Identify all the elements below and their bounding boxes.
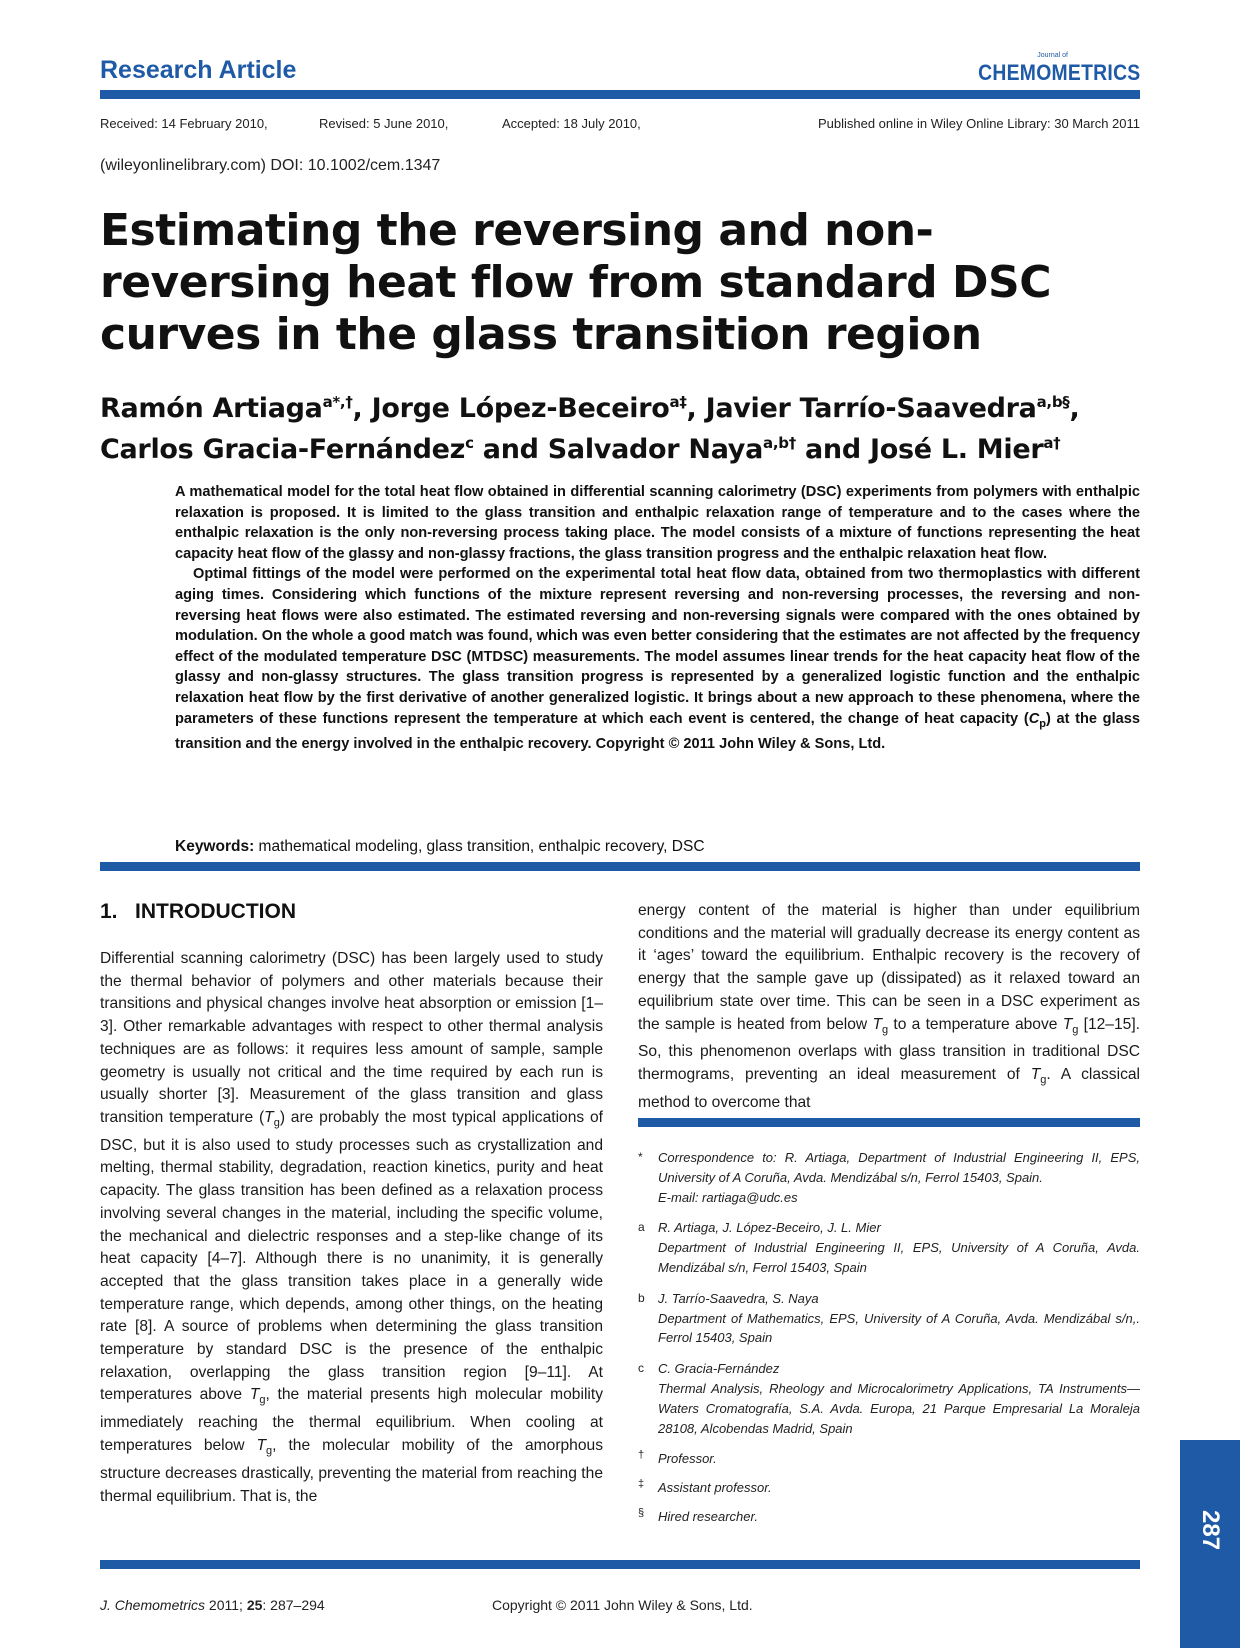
tg-symbol: T — [256, 1436, 267, 1454]
footnote-marker: ‡ — [638, 1478, 645, 1491]
author-name: Jorge López-Beceiro — [371, 393, 670, 424]
intro-right-column — [638, 900, 1140, 1115]
abstract-text: Optimal fittings of the model were performed on the experimental total heat flow data, obtained from two thermoplastics with different aging times. Considering which functions of the mixture represent reversing and non-reversing processes, the reversing and non-reversing heat flows were also estimated. The estimated reversing and non-reversing signals were compared with the ones obtained by modulation. On the whole a good match was found, which was even better considering that the estimates are not affected by the frequency effect of the modulated temperature DSC (MTDSC) measurements. The model assumes linear trends for the heat capacity heat flow of the glassy and non-glassy structures. The glass transition progress is represented by a generalized logistic function and the enthalpic relaxation heat flow by the first derivative of another generalized logistic. It brings about a new approach to these phenomena, where the parameters of these functions represent the temperature at which each event is centered, the change of heat capacity ( — [175, 566, 1140, 727]
intro-paragraph — [100, 948, 603, 1508]
abstract-rule — [100, 862, 1140, 871]
author-name: José L. Mier — [869, 434, 1044, 465]
footnote-marker: a — [638, 1220, 645, 1235]
tg-subscript: g — [1072, 1023, 1079, 1036]
received-date: Received: 14 February 2010, — [100, 116, 268, 131]
footnote-text: Department of Mathematics, EPS, University of A Coruña, Avda. Mendizábal s/n,. Ferrol 15403, Spain — [658, 1310, 1140, 1346]
author-separator: , — [1069, 393, 1080, 424]
tg-subscript: g — [1040, 1074, 1047, 1087]
footnote-marker: § — [638, 1506, 645, 1519]
citation-volume: 25 — [246, 1597, 263, 1613]
author-affiliation: a,b§ — [1036, 393, 1070, 411]
body-text: energy content of the material is higher than under equilibrium conditions and the material will gradually decrease its energy content as it ‘ages’ toward the equilibrium. Enthalpic recovery is the recovery of energy that the sample gave up (dissipated) as it relaxed toward an equilibrium state over time. This can be seen in a DSC experiment as the sample is heated from below — [638, 902, 1140, 1033]
section-heading: 1. INTRODUCTION — [100, 900, 297, 923]
cp-subscript: p — [1039, 717, 1046, 730]
author-affiliation: c — [465, 434, 474, 452]
tg-symbol: T — [264, 1108, 274, 1126]
journal-logo-name: CHEMOMETRICS — [977, 60, 1140, 85]
author-affiliation: a,b† — [763, 434, 796, 452]
accepted-date: Accepted: 18 July 2010, — [502, 116, 641, 131]
tg-subscript: g — [259, 1394, 266, 1407]
abstract — [175, 482, 1140, 755]
header-rule — [100, 90, 1140, 99]
footnote-marker: † — [638, 1449, 645, 1462]
body-text: , the material presents high molecular mobility immediately reaching the thermal equilibrium. When cooling at temperatures below — [100, 1386, 604, 1454]
body-text: , the molecular mobility of the amorphous structure decreases drastically, preventing the material from reaching the thermal equilibrium. That is, the — [100, 1436, 603, 1505]
footnote-affiliation-c — [638, 1359, 1140, 1438]
author-separator: , — [686, 393, 706, 424]
journal-logo-small: Journal of — [1037, 52, 1068, 59]
page-number-tab — [1180, 1440, 1240, 1648]
keywords-label: Keywords: — [175, 838, 255, 855]
footnote-affiliation-b — [638, 1289, 1140, 1348]
footer-rule — [100, 1560, 1140, 1569]
footnote-text: Department of Industrial Engineering II, EPS, University of A Coruña, Avda. Mendizábal s/n, Ferrol 15403, Spain — [658, 1240, 1140, 1275]
footnote-text: Thermal Analysis, Rheology and Microcalorimetry Applications, TA Instruments—Waters Cromatografía, S.A. Avda. Europa, 21 Parque Empresarial La Moraleja 28108, Alcobendas Madrid, Spain — [658, 1380, 1140, 1436]
footnote-rule — [638, 1118, 1140, 1127]
citation-pages: : 287–294 — [262, 1597, 325, 1613]
tg-symbol: T — [1030, 1066, 1041, 1084]
intro-left-column — [100, 948, 603, 1508]
tg-subscript: g — [273, 1117, 280, 1130]
journal-abbrev: J. Chemometrics — [100, 1597, 206, 1613]
author-name: Carlos Gracia-Fernández — [100, 434, 466, 465]
footnote-marker: c — [638, 1361, 644, 1376]
tg-symbol: T — [872, 1015, 882, 1033]
abstract-paragraph-1: A mathematical model for the total heat flow obtained in differential scanning calorimetry (DSC) experiments from polymers with enthalpic relaxation is proposed. It is limited to the glass transition and enthalpic relaxation range of temperature and to the cases where the enthalpic relaxation is the only non-reversing process taking place. The model consists of a mixture of functions representing the heat capacity heat flow of the glassy and non-glassy fractions, the glass transition progress and the enthalpic relaxation heat flow. — [175, 484, 1140, 562]
footnote-text: Professor. — [658, 1451, 717, 1467]
cp-symbol: C — [1028, 710, 1040, 727]
footnote-text: Hired researcher. — [658, 1508, 758, 1524]
author-name: Ramón Artiaga — [100, 393, 323, 424]
author-separator: and — [473, 434, 548, 465]
footnote-email[interactable]: E-mail: rartiaga@udc.es — [658, 1189, 798, 1205]
author-name: Javier Tarrío-Saavedra — [705, 393, 1037, 424]
tg-symbol: T — [1062, 1015, 1073, 1033]
body-text: to a temperature above — [888, 1015, 1063, 1033]
body-text: Differential scanning calorimetry (DSC) has been largely used to study the thermal behavior of polymers and other materials because their transitions and physical changes involve heat absorption or emission [1–3]. Other remarkable advantages with respect to other thermal analysis techniques are as follows: it requires less amount of sample, sample geometry is usually not critical and the time required by each run is usually shorter [3]. Measurement of the glass transition and glass transition temperature ( — [100, 950, 603, 1126]
footnote-professor — [638, 1449, 1140, 1469]
footnote-marker: b — [638, 1290, 645, 1305]
keywords — [175, 838, 705, 856]
tg-symbol: T — [249, 1386, 260, 1404]
footnote-affiliation-a — [638, 1218, 1140, 1277]
abstract-paragraph-2 — [175, 564, 1140, 754]
published-date: Published online in Wiley Online Library: 30 March 2011 — [817, 116, 1140, 131]
article-title: Estimating the reversing and non-reversing heat flow from standard DSC curves in the glass transition region — [100, 205, 1051, 360]
author-affiliation: a† — [1043, 434, 1061, 452]
section-label: Research Article — [100, 56, 297, 84]
keywords-text: mathematical modeling, glass transition, enthalpic recovery, DSC — [254, 838, 705, 855]
author-affiliation: a*,† — [322, 393, 353, 411]
footnote-assistant-professor — [638, 1478, 1140, 1498]
footnote-text: J. Tarrío-Saavedra, S. Naya — [658, 1290, 819, 1306]
footer-copyright: Copyright © 2011 John Wiley & Sons, Ltd. — [492, 1597, 753, 1613]
footnotes — [638, 1148, 1140, 1538]
footnote-text: Correspondence to: R. Artiaga, Department of Industrial Engineering II, EPS, University of A Coruña, Avda. Mendizábal s/n, Ferrol 15403, Spain. — [658, 1150, 1140, 1185]
footnote-marker: * — [638, 1150, 643, 1164]
page-number: 287 — [1197, 1510, 1224, 1551]
footnote-text: Assistant professor. — [658, 1480, 772, 1496]
tg-subscript: g — [881, 1023, 889, 1036]
footnote-hired-researcher — [638, 1507, 1140, 1527]
footnote-text: C. Gracia-Fernández — [658, 1361, 780, 1377]
author-list — [100, 385, 1140, 467]
doi: (wileyonlinelibrary.com) DOI: 10.1002/cem.1347 — [100, 157, 441, 174]
journal-logo — [956, 52, 1141, 86]
intro-paragraph — [638, 900, 1140, 1115]
citation-year: 2011; — [205, 1597, 247, 1613]
body-text: ) are probably the most typical applications of DSC, but it is also used to study processes such as crystallization and melting, thermal stability, degradation, reaction kinetics, purity and heat capacity. The glass transition has been defined as a relaxation process involving several changes in the material, including the specific volume, the mechanical and dielectric responses and a step-like change of its heat capacity [4–7]. Although there is no unanimity, it is generally accepted that the glass transition takes place in a generally wide temperature range, which depends, among other things, on the heating rate [8]. A source of problems when determining the glass transition temperature by standard DSC is the presence of the enthalpic relaxation, overlapping the glass transition region [9–11]. At temperatures above — [100, 1108, 603, 1404]
journal-citation — [100, 1597, 325, 1613]
author-affiliation: a‡ — [669, 393, 687, 411]
footnote-text: R. Artiaga, J. López-Beceiro, J. L. Mier — [658, 1220, 881, 1236]
body-text: . A classical method to overcome that — [638, 1066, 1141, 1111]
tg-subscript: g — [266, 1445, 273, 1458]
abstract-text: ) at the glass transition and the energy involved in the enthalpic recovery. Copyright © 2011 John Wiley & Sons, Ltd. — [175, 710, 1140, 753]
author-name: Salvador Naya — [547, 434, 764, 465]
body-text: [12–15]. So, this phenomenon overlaps with glass transition in traditional DSC thermograms, preventing an ideal measurement of — [638, 1015, 1140, 1084]
revised-date: Revised: 5 June 2010, — [319, 116, 449, 131]
author-separator: and — [795, 434, 870, 465]
footnote-correspondence — [638, 1148, 1140, 1207]
author-separator: , — [352, 393, 372, 424]
